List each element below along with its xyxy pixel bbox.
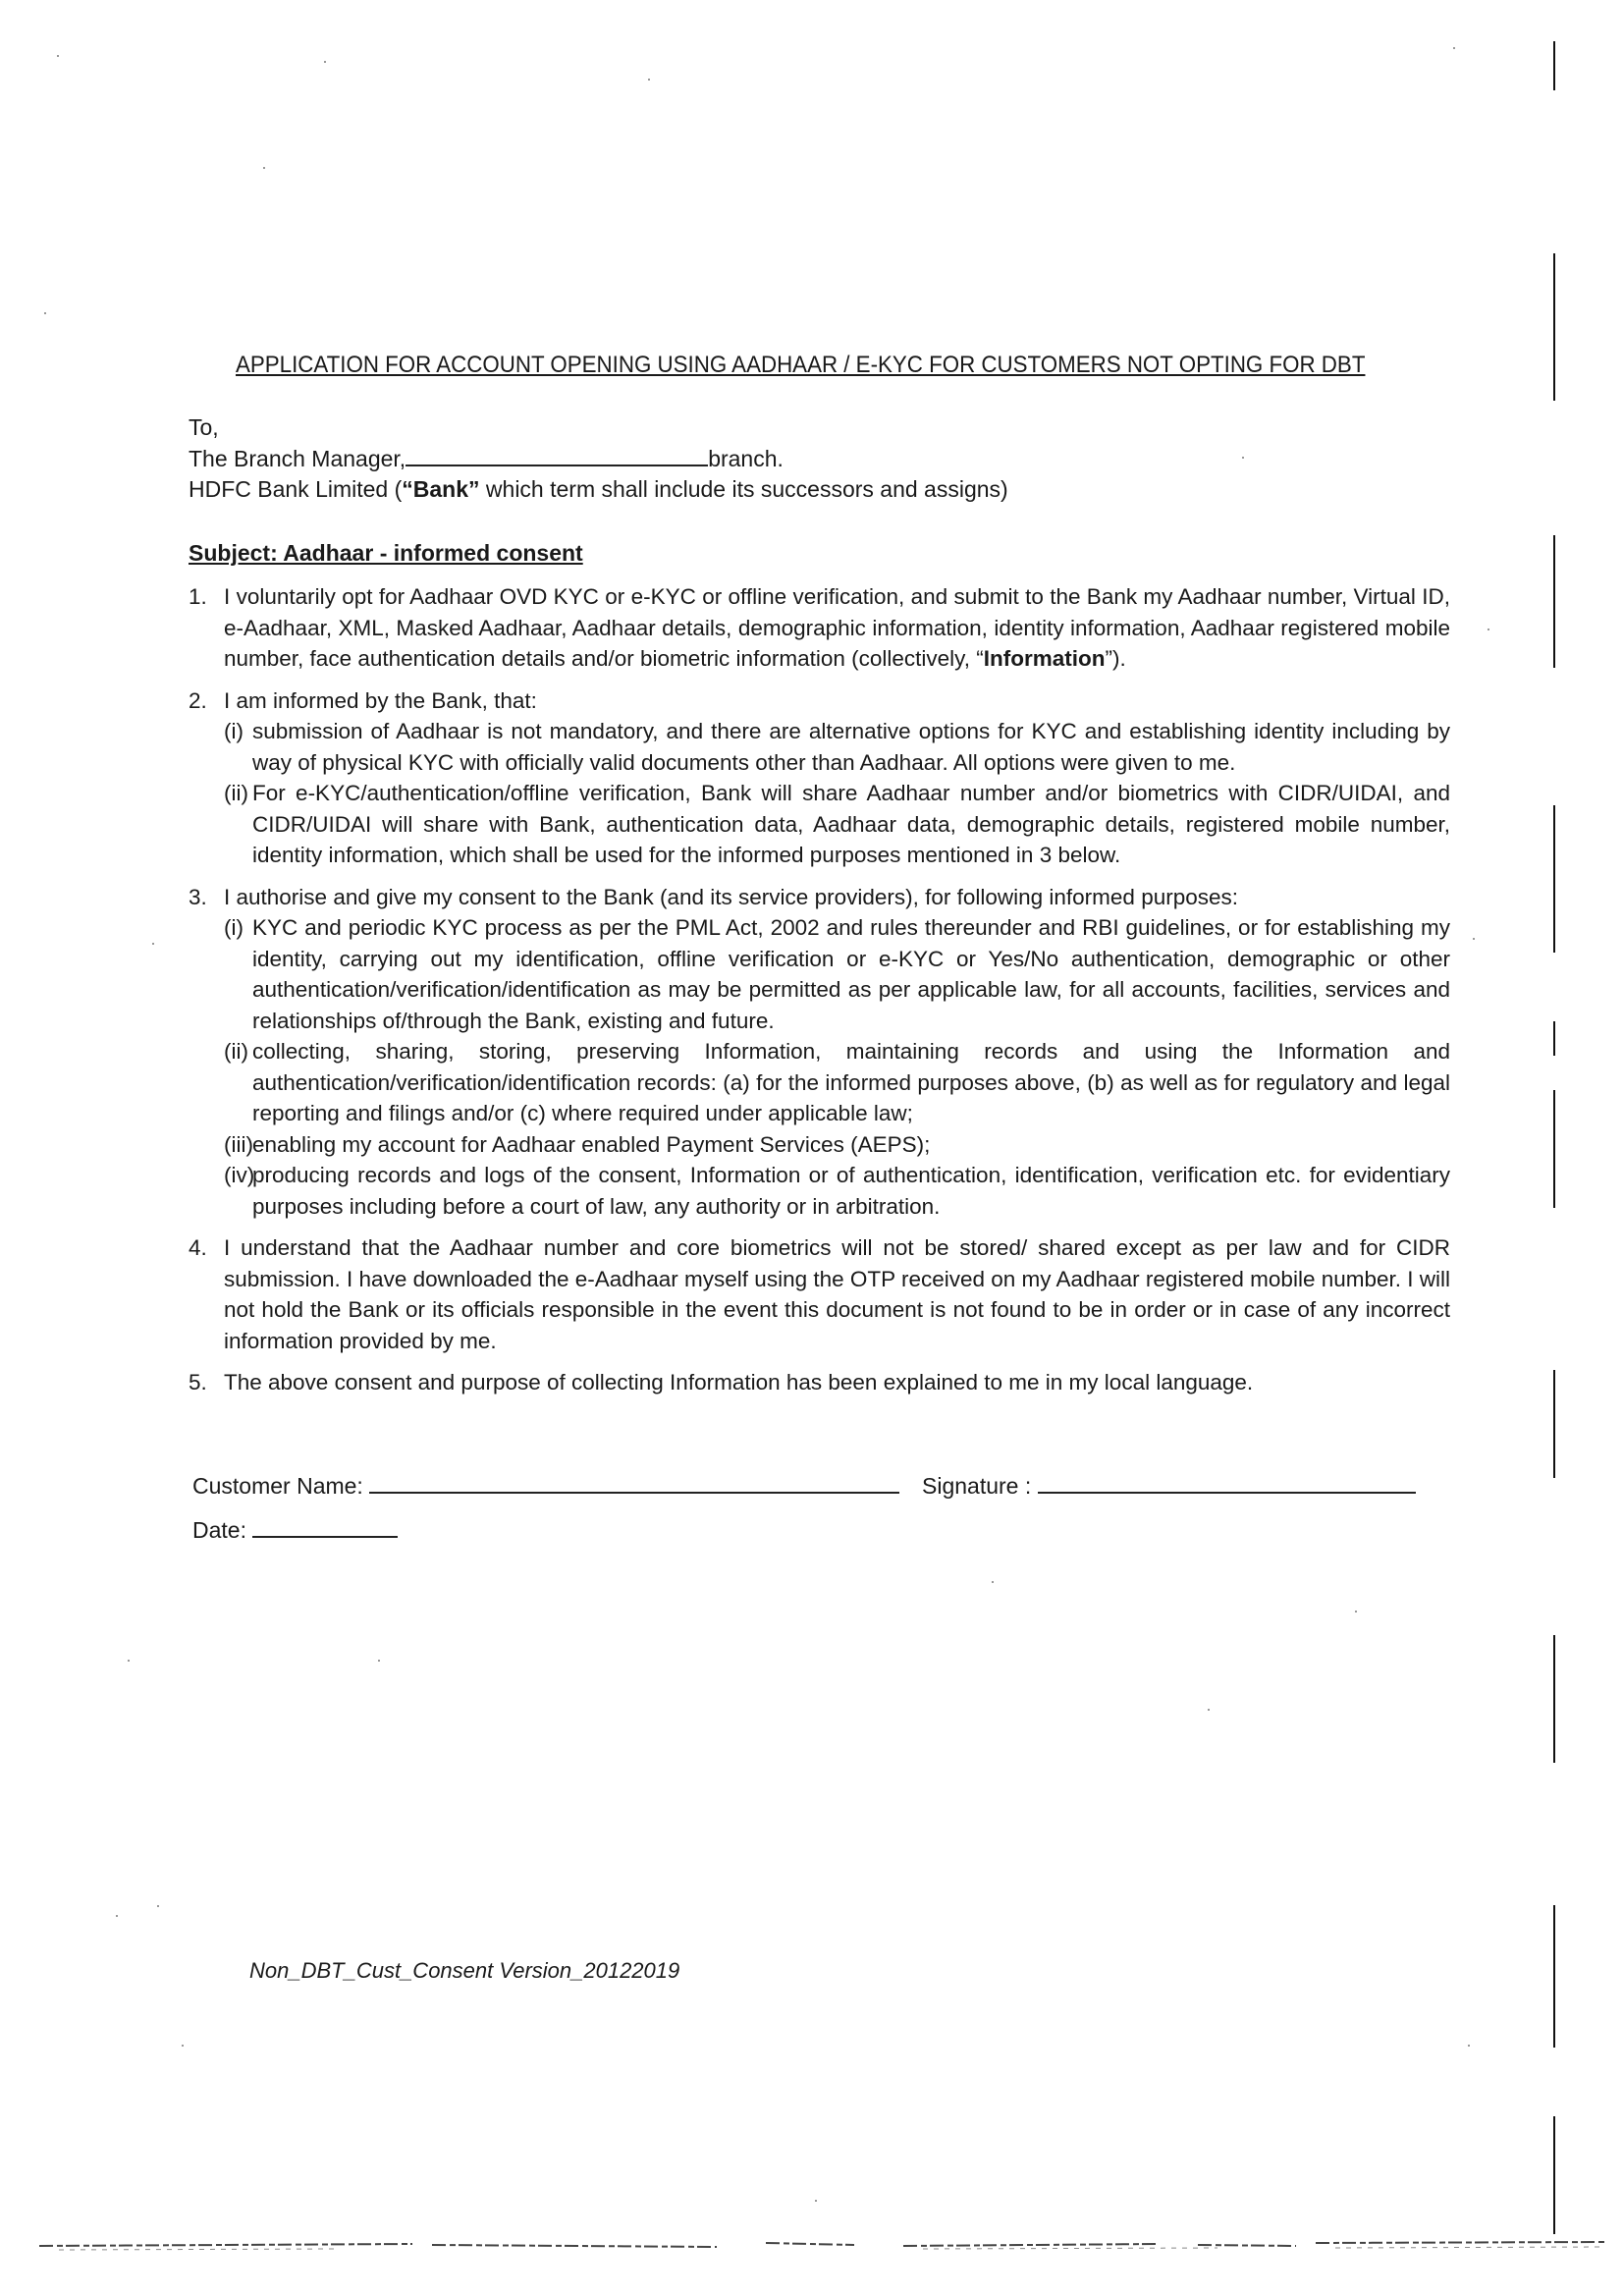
scan-edge-mark — [1553, 1021, 1555, 1056]
sub-clause-text: collecting, sharing, storing, preserving Information, maintaining records and using the Information and authentication/verification/identification records: (a) for the informed purposes above, (b) as well as for regulatory and legal reporting and filings and/or (c) where required under applicable law; — [252, 1039, 1450, 1125]
scan-speck — [1488, 629, 1489, 630]
clause-text: I voluntarily opt for Aadhaar OVD KYC or e-KYC or offline verification, and submit to the Bank my Aadhaar number, Virtual ID, e-Aadhaar, XML, Masked Aadhaar, Aadhaar details, demographic information, identity information, Aadhaar registered mobile number, face authentication details and/or biometric information (collectively, “ — [224, 584, 1450, 671]
clause-text: I understand that the Aadhaar number and core biometrics will not be stored/ shared except as per law and for CIDR submission. I have downloaded the e-Aadhaar myself using the OTP received on my Aadhaar registered mobile number. I will not hold the Bank or its officials responsible in the event this document is not found to be in order or in case of any incorrect information provided by me. — [224, 1235, 1451, 1353]
branch-manager-label: The Branch Manager, — [189, 446, 406, 471]
sub-clause — [189, 1036, 1450, 1129]
scan-bottom-edge-noise — [39, 2234, 1605, 2254]
signature-field[interactable] — [1038, 1474, 1416, 1494]
scan-speck — [116, 1915, 118, 1917]
subject-heading: Subject: Aadhaar - informed consent — [189, 540, 583, 566]
scan-speck — [1208, 1709, 1210, 1711]
scan-speck — [44, 312, 46, 314]
customer-name-label: Customer Name: — [192, 1473, 363, 1499]
scan-speck — [57, 55, 59, 57]
sub-clause-number: (ii) — [224, 781, 248, 805]
scan-edge-mark — [1553, 253, 1555, 401]
scan-speck — [815, 2200, 817, 2202]
scan-edge-mark — [1553, 535, 1555, 668]
scan-speck — [1453, 47, 1455, 49]
scan-speck — [1473, 938, 1475, 940]
customer-name-field[interactable] — [369, 1474, 899, 1494]
scan-edge-mark — [1553, 41, 1555, 90]
bank-name-prefix: HDFC Bank Limited ( — [189, 476, 403, 502]
clause-1 — [189, 581, 1450, 675]
sub-clause — [189, 1160, 1450, 1222]
scan-edge-mark — [1553, 1370, 1555, 1478]
scan-edge-mark — [1553, 1905, 1555, 2048]
scan-speck — [128, 1660, 130, 1662]
clause-intro: I authorise and give my consent to the Bank (and its service providers), for following informed purposes: — [224, 884, 1239, 909]
sub-clause — [189, 1129, 1450, 1161]
clause-number: 3. — [189, 884, 207, 909]
sub-clause-text: For e-KYC/authentication/offline verification, Bank will share Aadhaar number and/or biometrics with CIDR/UIDAI, and CIDR/UIDAI will share with Bank, authentication data, Aadhaar data, demographic details, registered mobile number, identity information, which shall be used for the informed purposes mentioned in 3 below. — [252, 781, 1450, 867]
sub-clause-number: (i) — [224, 915, 243, 940]
sub-clause-number: (iii) — [224, 1131, 253, 1157]
branch-suffix: branch. — [708, 446, 784, 471]
sub-clause-text: producing records and logs of the consent, Information or of authentication, identification, verification etc. for evidentiary purposes including before a court of law, any authority or in arbitration. — [252, 1163, 1450, 1219]
scan-edge-mark — [1553, 1090, 1555, 1208]
branch-name-blank — [406, 447, 708, 466]
scan-speck — [378, 1660, 380, 1662]
clause-5 — [189, 1367, 1450, 1398]
date-label: Date: — [192, 1517, 246, 1543]
sub-clause-number: (ii) — [224, 1039, 248, 1064]
scan-edge-mark — [1553, 805, 1555, 953]
date-field[interactable] — [252, 1518, 398, 1538]
scan-speck — [1355, 1611, 1357, 1613]
clause-bold-term: Information — [983, 646, 1106, 671]
address-to: To, — [189, 414, 219, 440]
scan-edge-mark — [1553, 2116, 1555, 2234]
scan-speck — [648, 79, 650, 81]
scan-speck — [263, 167, 265, 169]
bank-name-line — [189, 476, 1008, 503]
sub-clause-text: KYC and periodic KYC process as per the PML Act, 2002 and rules thereunder and RBI guidelines, or for establishing my identity, carrying out my identification, offline verification or e-KYC or Yes/No authentication, demographic or other authentication/verification/identification as may be permitted as per applicable law, for all accounts, facilities, services and relationships of/through the Bank, existing and future. — [252, 915, 1450, 1033]
clause-text-end: ”). — [1105, 646, 1126, 671]
sub-clause — [189, 912, 1450, 1036]
clause-3 — [189, 882, 1450, 1223]
scan-edge-mark — [1553, 1635, 1555, 1763]
scan-speck — [182, 2045, 184, 2047]
scan-speck — [1468, 2045, 1470, 2047]
clause-4 — [189, 1232, 1450, 1356]
sub-clause-text: submission of Aadhaar is not mandatory, and there are alternative options for KYC and establishing identity including by way of physical KYC with officially valid documents other than Aadhaar. All options were given to me. — [252, 719, 1450, 775]
clause-number: 5. — [189, 1370, 207, 1394]
sub-clause — [189, 716, 1450, 778]
consent-clauses — [189, 581, 1450, 1409]
date-row — [192, 1517, 398, 1544]
sub-clause-text: enabling my account for Aadhaar enabled Payment Services (AEPS); — [252, 1131, 931, 1157]
bank-name-suffix: which term shall include its successors and assigns) — [479, 476, 1008, 502]
clause-number: 4. — [189, 1235, 207, 1260]
clause-text: The above consent and purpose of collecting Information has been explained to me in my local language. — [224, 1370, 1254, 1394]
scan-speck — [992, 1581, 994, 1583]
scan-speck — [1242, 457, 1244, 459]
scan-speck — [324, 61, 326, 63]
form-version-footer: Non_DBT_Cust_Consent Version_20122019 — [249, 1958, 680, 1983]
branch-manager-line — [189, 446, 784, 472]
sub-clause-number: (iv) — [224, 1163, 255, 1187]
bank-term-bold: “Bank” — [402, 476, 480, 502]
clause-2 — [189, 685, 1450, 871]
clause-intro: I am informed by the Bank, that: — [224, 687, 537, 713]
scan-speck — [152, 943, 154, 945]
sub-clause-number: (i) — [224, 719, 243, 743]
name-signature-row — [192, 1473, 1416, 1500]
clause-number: 2. — [189, 687, 207, 713]
clause-number: 1. — [189, 584, 207, 609]
scan-speck — [157, 1905, 159, 1907]
signature-label: Signature : — [922, 1473, 1032, 1499]
document-title: APPLICATION FOR ACCOUNT OPENING USING AADHAAR / E-KYC FOR CUSTOMERS NOT OPTING FOR DBT — [236, 352, 1366, 378]
sub-clause — [189, 778, 1450, 871]
